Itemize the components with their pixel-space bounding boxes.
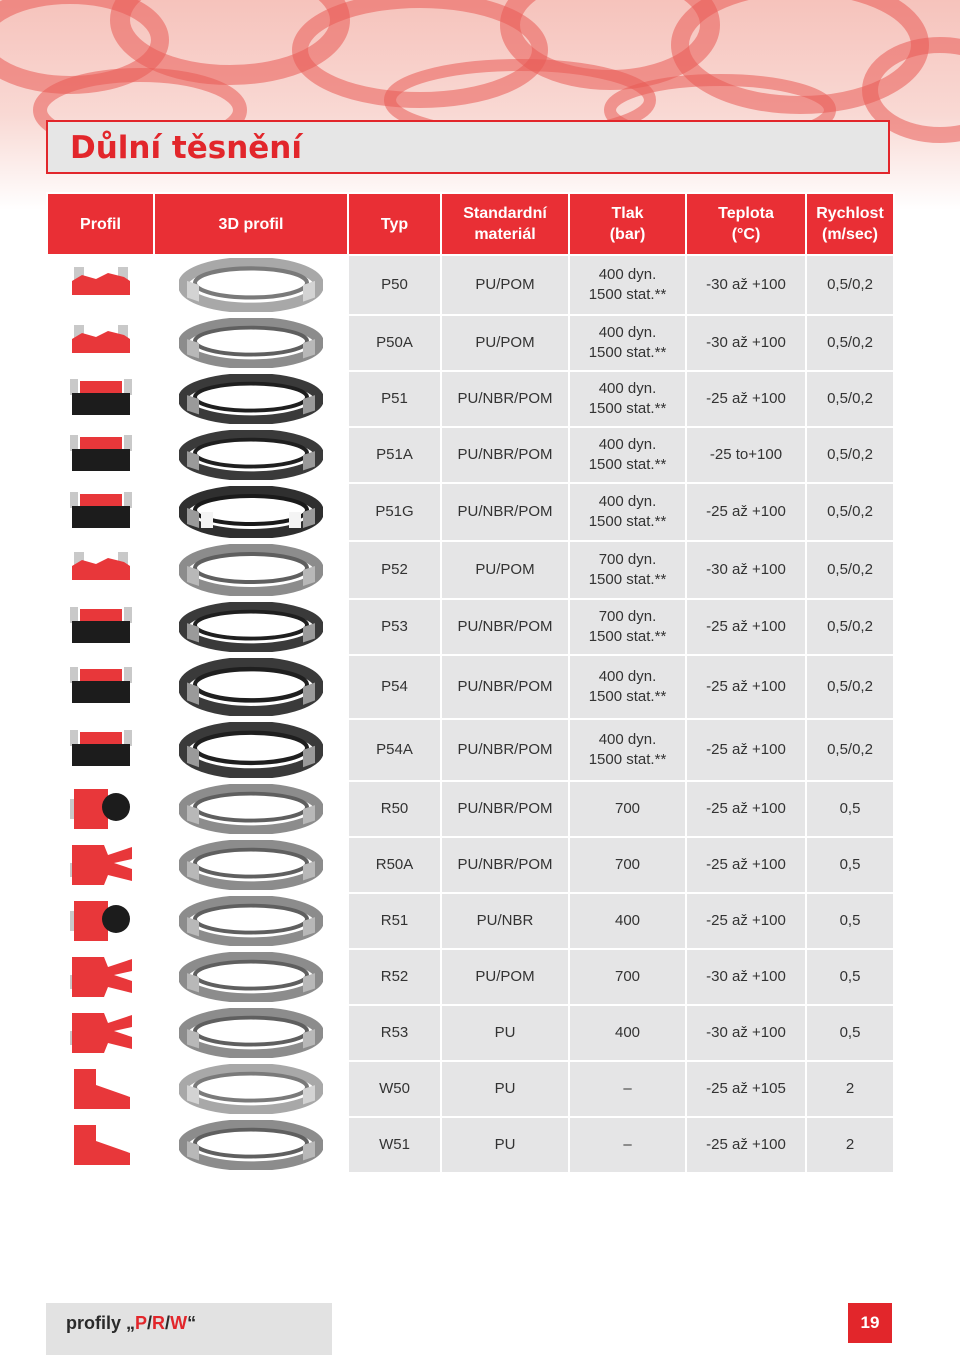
- tlak-cell: [569, 949, 686, 1005]
- tlak-line2: 1500 stat.**: [588, 400, 667, 417]
- table-row: [47, 949, 894, 1005]
- typ-cell: P52: [348, 541, 441, 599]
- header-rychlost: [806, 193, 894, 255]
- table-row: [47, 893, 894, 949]
- typ-cell: W51: [348, 1117, 441, 1173]
- table-row: [47, 1117, 894, 1173]
- 3d-profile-cell: [154, 1117, 348, 1173]
- profile-cell: [47, 427, 154, 483]
- rychlost-cell: 0,5/0,2: [806, 427, 894, 483]
- tlak-line1: –: [623, 1080, 632, 1097]
- red-black-profile-icon: [48, 488, 153, 536]
- header-material-line1: Standardní: [463, 205, 547, 222]
- profile-cell: [47, 315, 154, 371]
- footer-label: [66, 1313, 196, 1334]
- tlak-line1: 400: [614, 1024, 641, 1041]
- typ-cell: P50A: [348, 315, 441, 371]
- rychlost-cell: 0,5/0,2: [806, 541, 894, 599]
- rychlost-cell: 0,5/0,2: [806, 599, 894, 655]
- rychlost-cell: 0,5: [806, 893, 894, 949]
- orings-background-icon: [0, 0, 960, 210]
- tlak-line2: 1500 stat.**: [588, 513, 667, 530]
- teplota-cell: -25 až +100: [686, 599, 806, 655]
- table-row: [47, 371, 894, 427]
- footer-sep1: /: [147, 1313, 153, 1333]
- table-header-row: [47, 193, 894, 255]
- footer-r: R: [152, 1313, 166, 1333]
- red-slot-profile-icon: [48, 953, 153, 1001]
- tlak-line1: 400 dyn.: [598, 731, 657, 748]
- rychlost-cell: 2: [806, 1117, 894, 1173]
- 3d-profile-cell: [154, 1005, 348, 1061]
- dark-ring-icon: [155, 722, 347, 778]
- gray-ring-icon: [155, 544, 347, 596]
- typ-cell: W50: [348, 1061, 441, 1117]
- table-row: [47, 1061, 894, 1117]
- tlak-line2: 1500 stat.**: [588, 456, 667, 473]
- light-gray-ring-icon: [155, 1064, 347, 1114]
- tlak-line1: 400 dyn.: [598, 436, 657, 453]
- rychlost-cell: 0,5/0,2: [806, 483, 894, 541]
- page-title-box: [46, 120, 890, 174]
- profile-cell: [47, 719, 154, 781]
- table-row: [47, 1005, 894, 1061]
- typ-cell: P51A: [348, 427, 441, 483]
- header-rychlost-line1: Rychlost: [816, 205, 884, 222]
- 3d-profile-cell: [154, 371, 348, 427]
- rychlost-cell: 0,5/0,2: [806, 719, 894, 781]
- tlak-cell: [569, 893, 686, 949]
- 3d-profile-cell: [154, 541, 348, 599]
- 3d-profile-cell: [154, 1061, 348, 1117]
- profile-cell: [47, 371, 154, 427]
- profile-cell: [47, 541, 154, 599]
- teplota-cell: -30 až +100: [686, 1005, 806, 1061]
- table-row: [47, 599, 894, 655]
- red-profile-icon: [48, 261, 153, 309]
- typ-cell: P54: [348, 655, 441, 719]
- table-row: [47, 655, 894, 719]
- footer-w: W: [170, 1313, 188, 1333]
- tlak-cell: [569, 1005, 686, 1061]
- material-cell: PU/NBR/POM: [441, 837, 569, 893]
- profile-cell: [47, 1005, 154, 1061]
- header-material-line2: materiál: [474, 226, 536, 243]
- tlak-line2: 1500 stat.**: [588, 286, 667, 303]
- tlak-cell: [569, 255, 686, 315]
- gray-ring-icon: [155, 1008, 347, 1058]
- table-row: [47, 427, 894, 483]
- teplota-cell: -25 až +105: [686, 1061, 806, 1117]
- profile-cell: [47, 1117, 154, 1173]
- footer-bar: [46, 1303, 332, 1355]
- material-cell: PU/NBR/POM: [441, 483, 569, 541]
- table-row: [47, 255, 894, 315]
- red-oring-profile-icon: [48, 785, 153, 833]
- red-profile-icon: [48, 546, 153, 594]
- dark-ring-icon: [155, 658, 347, 716]
- gray-ring-icon: [155, 318, 347, 368]
- seals-table: [46, 192, 895, 1174]
- teplota-cell: -25 až +100: [686, 483, 806, 541]
- 3d-profile-cell: [154, 255, 348, 315]
- material-cell: PU/POM: [441, 255, 569, 315]
- tlak-line1: 700: [614, 800, 641, 817]
- 3d-profile-cell: [154, 719, 348, 781]
- table-row: [47, 837, 894, 893]
- profile-cell: [47, 949, 154, 1005]
- material-cell: PU/NBR/POM: [441, 371, 569, 427]
- material-cell: PU/POM: [441, 949, 569, 1005]
- tlak-line2: 1500 stat.**: [588, 688, 667, 705]
- footer-suffix: “: [187, 1313, 197, 1333]
- typ-cell: P50: [348, 255, 441, 315]
- table-row: [47, 315, 894, 371]
- header-teplota-line1: Teplota: [718, 205, 774, 222]
- table-body: [47, 255, 894, 1173]
- red-profile-icon: [48, 319, 153, 367]
- typ-cell: P51G: [348, 483, 441, 541]
- material-cell: PU/POM: [441, 315, 569, 371]
- 3d-profile-cell: [154, 427, 348, 483]
- tlak-line1: 400 dyn.: [598, 493, 657, 510]
- footer-prefix: profily „: [66, 1313, 136, 1333]
- 3d-profile-cell: [154, 599, 348, 655]
- profile-cell: [47, 655, 154, 719]
- table-row: [47, 483, 894, 541]
- profile-cell: [47, 781, 154, 837]
- rychlost-cell: 0,5/0,2: [806, 315, 894, 371]
- typ-cell: P53: [348, 599, 441, 655]
- rychlost-cell: 2: [806, 1061, 894, 1117]
- tlak-line2: 1500 stat.**: [588, 751, 667, 768]
- typ-cell: P51: [348, 371, 441, 427]
- 3d-profile-cell: [154, 837, 348, 893]
- header-rychlost-line2: (m/sec): [821, 226, 879, 243]
- tlak-line1: 700: [614, 856, 641, 873]
- tlak-cell: [569, 837, 686, 893]
- 3d-profile-cell: [154, 315, 348, 371]
- teplota-cell: -30 až +100: [686, 255, 806, 315]
- tlak-cell: [569, 483, 686, 541]
- header-profil: Profil: [47, 193, 154, 255]
- typ-cell: R51: [348, 893, 441, 949]
- profile-cell: [47, 893, 154, 949]
- teplota-cell: -30 až +100: [686, 949, 806, 1005]
- decorative-oring-banner: [0, 0, 960, 210]
- header-material: [441, 193, 569, 255]
- rychlost-cell: 0,5: [806, 837, 894, 893]
- tlak-line1: 400: [614, 912, 641, 929]
- material-cell: PU/NBR/POM: [441, 781, 569, 837]
- dark-ring-icon: [155, 430, 347, 480]
- header-teplota-line2: (°C): [731, 226, 761, 243]
- profile-cell: [47, 255, 154, 315]
- tlak-line1: 700 dyn.: [598, 608, 657, 625]
- gray-ring-icon: [155, 896, 347, 946]
- gray-ring-icon: [155, 840, 347, 890]
- gray-ring-icon: [155, 952, 347, 1002]
- profile-cell: [47, 599, 154, 655]
- red-black-profile-icon: [48, 603, 153, 651]
- dark-white-ring-icon: [155, 486, 347, 538]
- typ-cell: R50A: [348, 837, 441, 893]
- tlak-cell: [569, 719, 686, 781]
- tlak-line1: 400 dyn.: [598, 324, 657, 341]
- material-cell: PU/NBR/POM: [441, 719, 569, 781]
- table-row: [47, 781, 894, 837]
- header-typ: Typ: [348, 193, 441, 255]
- teplota-cell: -25 až +100: [686, 371, 806, 427]
- tlak-line2: 1500 stat.**: [588, 344, 667, 361]
- tlak-cell: [569, 655, 686, 719]
- material-cell: PU/NBR/POM: [441, 427, 569, 483]
- tlak-line1: 400 dyn.: [598, 380, 657, 397]
- teplota-cell: -30 až +100: [686, 541, 806, 599]
- tlak-cell: [569, 1061, 686, 1117]
- teplota-cell: -25 až +100: [686, 837, 806, 893]
- 3d-profile-cell: [154, 893, 348, 949]
- tlak-line1: 400 dyn.: [598, 668, 657, 685]
- page-number: 19: [848, 1303, 892, 1343]
- red-slot-profile-icon: [48, 841, 153, 889]
- tlak-cell: [569, 541, 686, 599]
- material-cell: PU/POM: [441, 541, 569, 599]
- tlak-cell: [569, 1117, 686, 1173]
- dark-ring-icon: [155, 374, 347, 424]
- red-wiper-profile-icon: [48, 1065, 153, 1113]
- red-black-profile-icon: [48, 375, 153, 423]
- tlak-line1: –: [623, 1136, 632, 1153]
- footer-sep2: /: [165, 1313, 171, 1333]
- material-cell: PU/NBR/POM: [441, 599, 569, 655]
- teplota-cell: -25 až +100: [686, 655, 806, 719]
- tlak-cell: [569, 315, 686, 371]
- tlak-cell: [569, 427, 686, 483]
- 3d-profile-cell: [154, 781, 348, 837]
- page-title: Důlní těsnění: [70, 130, 303, 166]
- 3d-profile-cell: [154, 655, 348, 719]
- header-3d-profil: 3D profil: [154, 193, 348, 255]
- tlak-cell: [569, 781, 686, 837]
- profile-cell: [47, 837, 154, 893]
- red-wiper-profile-icon: [48, 1121, 153, 1169]
- header-teplota: [686, 193, 806, 255]
- rychlost-cell: 0,5/0,2: [806, 655, 894, 719]
- tlak-line1: 700: [614, 968, 641, 985]
- red-slot-profile-icon: [48, 1009, 153, 1057]
- 3d-profile-cell: [154, 949, 348, 1005]
- red-black-profile-icon: [48, 663, 153, 711]
- teplota-cell: -30 až +100: [686, 315, 806, 371]
- typ-cell: R50: [348, 781, 441, 837]
- typ-cell: P54A: [348, 719, 441, 781]
- footer-p: P: [135, 1313, 148, 1333]
- rychlost-cell: 0,5/0,2: [806, 255, 894, 315]
- rychlost-cell: 0,5: [806, 949, 894, 1005]
- tlak-cell: [569, 371, 686, 427]
- gray-ring-icon: [155, 784, 347, 834]
- typ-cell: R53: [348, 1005, 441, 1061]
- teplota-cell: -25 to+100: [686, 427, 806, 483]
- material-cell: PU: [441, 1117, 569, 1173]
- rychlost-cell: 0,5: [806, 1005, 894, 1061]
- red-black-profile-icon: [48, 726, 153, 774]
- table-row: [47, 719, 894, 781]
- rychlost-cell: 0,5: [806, 781, 894, 837]
- red-oring-profile-icon: [48, 897, 153, 945]
- tlak-line2: 1500 stat.**: [588, 628, 667, 645]
- light-gray-ring-icon: [155, 258, 347, 312]
- tlak-line1: 700 dyn.: [598, 551, 657, 568]
- profile-cell: [47, 483, 154, 541]
- teplota-cell: -25 až +100: [686, 719, 806, 781]
- 3d-profile-cell: [154, 483, 348, 541]
- gray-ring-icon: [155, 1120, 347, 1170]
- header-tlak-line1: Tlak: [611, 205, 644, 222]
- tlak-line1: 400 dyn.: [598, 266, 657, 283]
- tlak-cell: [569, 599, 686, 655]
- teplota-cell: -25 až +100: [686, 893, 806, 949]
- teplota-cell: -25 až +100: [686, 1117, 806, 1173]
- material-cell: PU: [441, 1061, 569, 1117]
- profile-cell: [47, 1061, 154, 1117]
- teplota-cell: -25 až +100: [686, 781, 806, 837]
- header-tlak: [569, 193, 686, 255]
- dark-ring-icon: [155, 602, 347, 652]
- material-cell: PU/NBR/POM: [441, 655, 569, 719]
- material-cell: PU/NBR: [441, 893, 569, 949]
- header-tlak-line2: (bar): [609, 226, 646, 243]
- typ-cell: R52: [348, 949, 441, 1005]
- tlak-line2: 1500 stat.**: [588, 571, 667, 588]
- material-cell: PU: [441, 1005, 569, 1061]
- table-row: [47, 541, 894, 599]
- red-black-profile-icon: [48, 431, 153, 479]
- rychlost-cell: 0,5/0,2: [806, 371, 894, 427]
